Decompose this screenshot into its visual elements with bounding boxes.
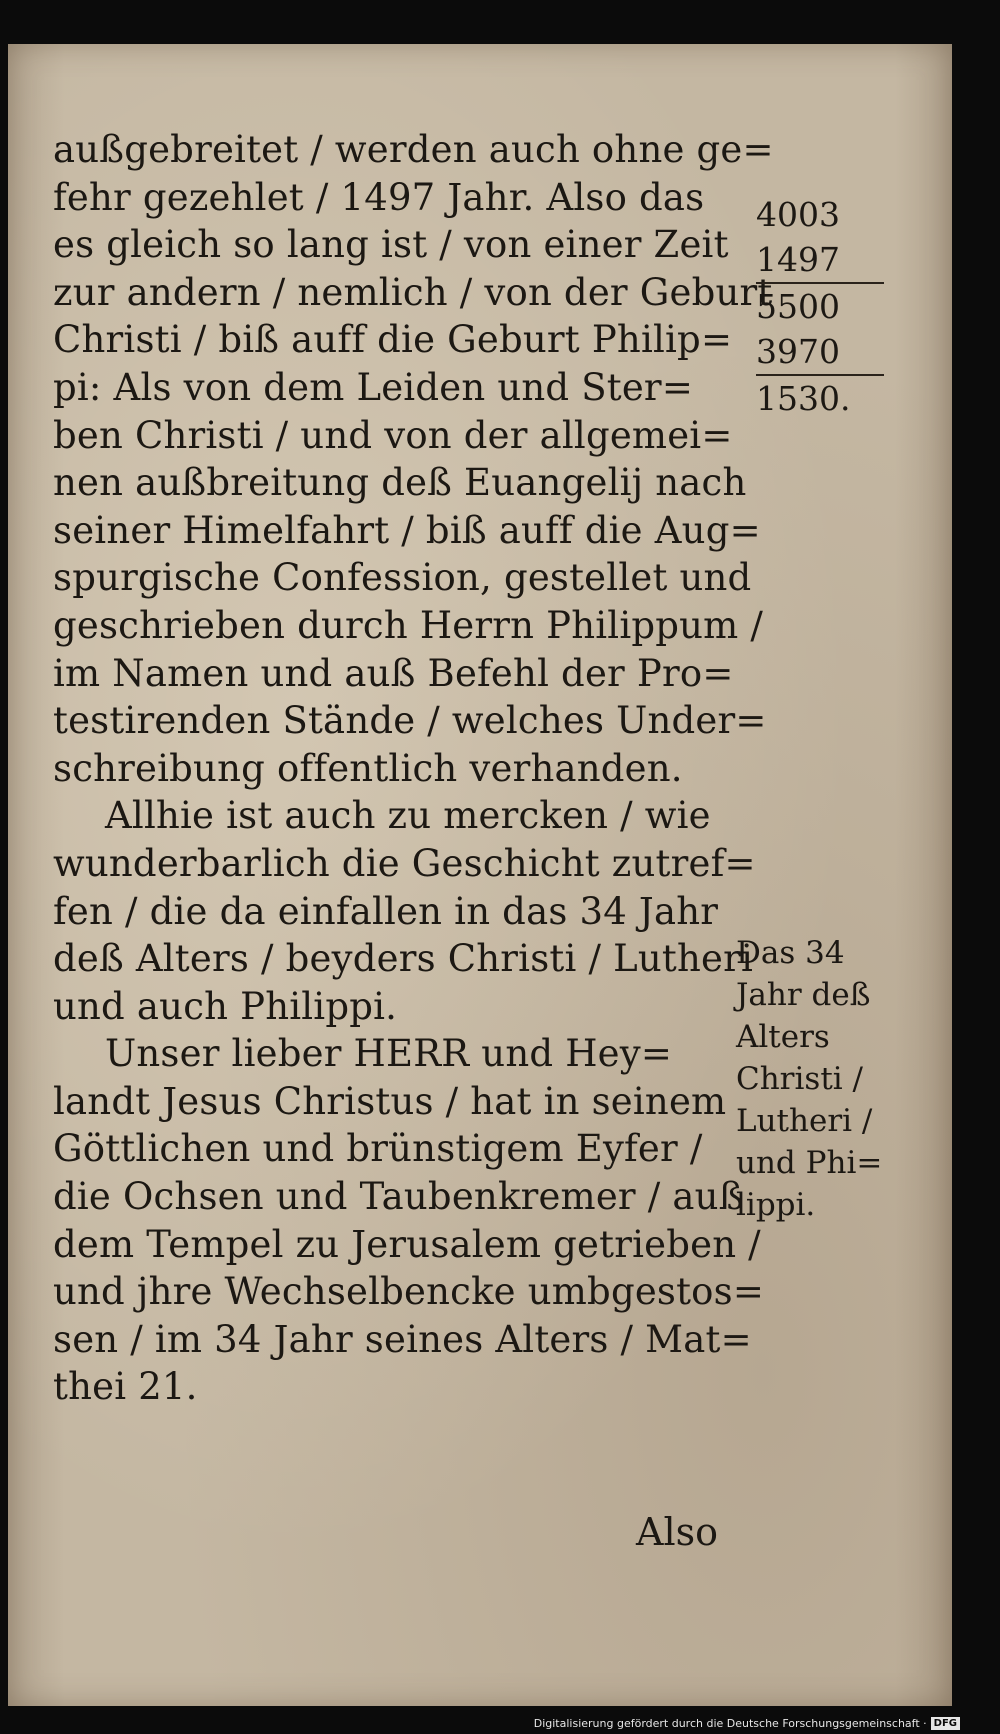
- calc-line-5: 1530.: [756, 379, 851, 418]
- book-page: [8, 44, 952, 1706]
- text-line-23: die Ochsen und Taubenkremer / auß: [53, 1175, 744, 1219]
- note-line-4: Christi /: [736, 1061, 863, 1097]
- digitization-footer: [534, 1717, 960, 1730]
- text-line-8: nen außbreitung deß Euangelij nach: [53, 461, 747, 505]
- note-line-2: Jahr deß: [736, 977, 871, 1013]
- calc-line-4: 3970: [756, 329, 884, 376]
- text-line-9: seiner Himelfahrt / biß auff die Aug=: [53, 508, 761, 552]
- text-line-25: und jhre Wechselbencke umbgestos=: [53, 1270, 765, 1314]
- text-line-4: zur andern / nemlich / von der Geburt: [53, 270, 773, 314]
- text-line-14: schreibung offentlich verhanden.: [53, 746, 683, 790]
- catchword: Also: [636, 1510, 718, 1554]
- text-line-12: im Namen und auß Befehl der Pro=: [53, 651, 734, 695]
- note-line-3: Alters: [736, 1019, 830, 1055]
- text-line-19: und auch Philippi.: [53, 984, 398, 1028]
- margin-calculation: [756, 192, 886, 421]
- text-line-21: landt Jesus Christus / hat in seinem: [53, 1079, 727, 1123]
- text-line-27: thei 21.: [53, 1365, 198, 1409]
- note-line-6: und Phi=: [736, 1145, 883, 1181]
- footer-text: Digitalisierung gefördert durch die Deutsche Forschungsgemeinschaft ·: [533, 1717, 927, 1730]
- text-line-5: Christi / biß auff die Geburt Philip=: [53, 318, 733, 362]
- text-line-6: pi: Als von dem Leiden und Ster=: [53, 365, 694, 409]
- text-line-18: deß Alters / beyders Christi / Lutheri: [53, 937, 753, 981]
- calc-line-1: 4003: [756, 195, 840, 234]
- dfg-logo: DFG: [931, 1717, 960, 1730]
- text-line-26: sen / im 34 Jahr seines Alters / Mat=: [53, 1317, 752, 1361]
- text-line-22: Göttlichen und brünstigem Eyfer /: [53, 1127, 703, 1171]
- note-line-5: Lutheri /: [736, 1103, 873, 1139]
- text-line-7: ben Christi / und von der allgemei=: [53, 413, 733, 457]
- text-line-16: wunderbarlich die Geschicht zutref=: [53, 841, 756, 885]
- text-line-3: es gleich so lang ist / von einer Zeit: [53, 223, 729, 267]
- margin-note: [736, 932, 906, 1226]
- text-line-2: fehr gezehlet / 1497 Jahr. Also das: [53, 175, 705, 219]
- text-line-10: spurgische Confession, gestellet und: [53, 556, 752, 600]
- main-text-block: [53, 126, 774, 1411]
- note-line-7: lippi.: [736, 1187, 816, 1223]
- text-line-24: dem Tempel zu Jerusalem getrieben /: [53, 1222, 761, 1266]
- calc-line-3: 5500: [756, 287, 840, 326]
- text-line-17: fen / die da einfallen in das 34 Jahr: [53, 889, 719, 933]
- note-line-1: Das 34: [736, 935, 845, 971]
- text-line-15: Allhie ist auch zu mercken / wie: [105, 794, 711, 838]
- text-line-1: außgebreitet / werden auch ohne ge=: [53, 128, 774, 171]
- text-line-13: testirenden Stände / welches Under=: [53, 699, 767, 743]
- calc-line-2: 1497: [756, 237, 884, 284]
- text-line-11: geschrieben durch Herrn Philippum /: [53, 603, 764, 647]
- text-line-20: Unser lieber HERR und Hey=: [105, 1032, 673, 1076]
